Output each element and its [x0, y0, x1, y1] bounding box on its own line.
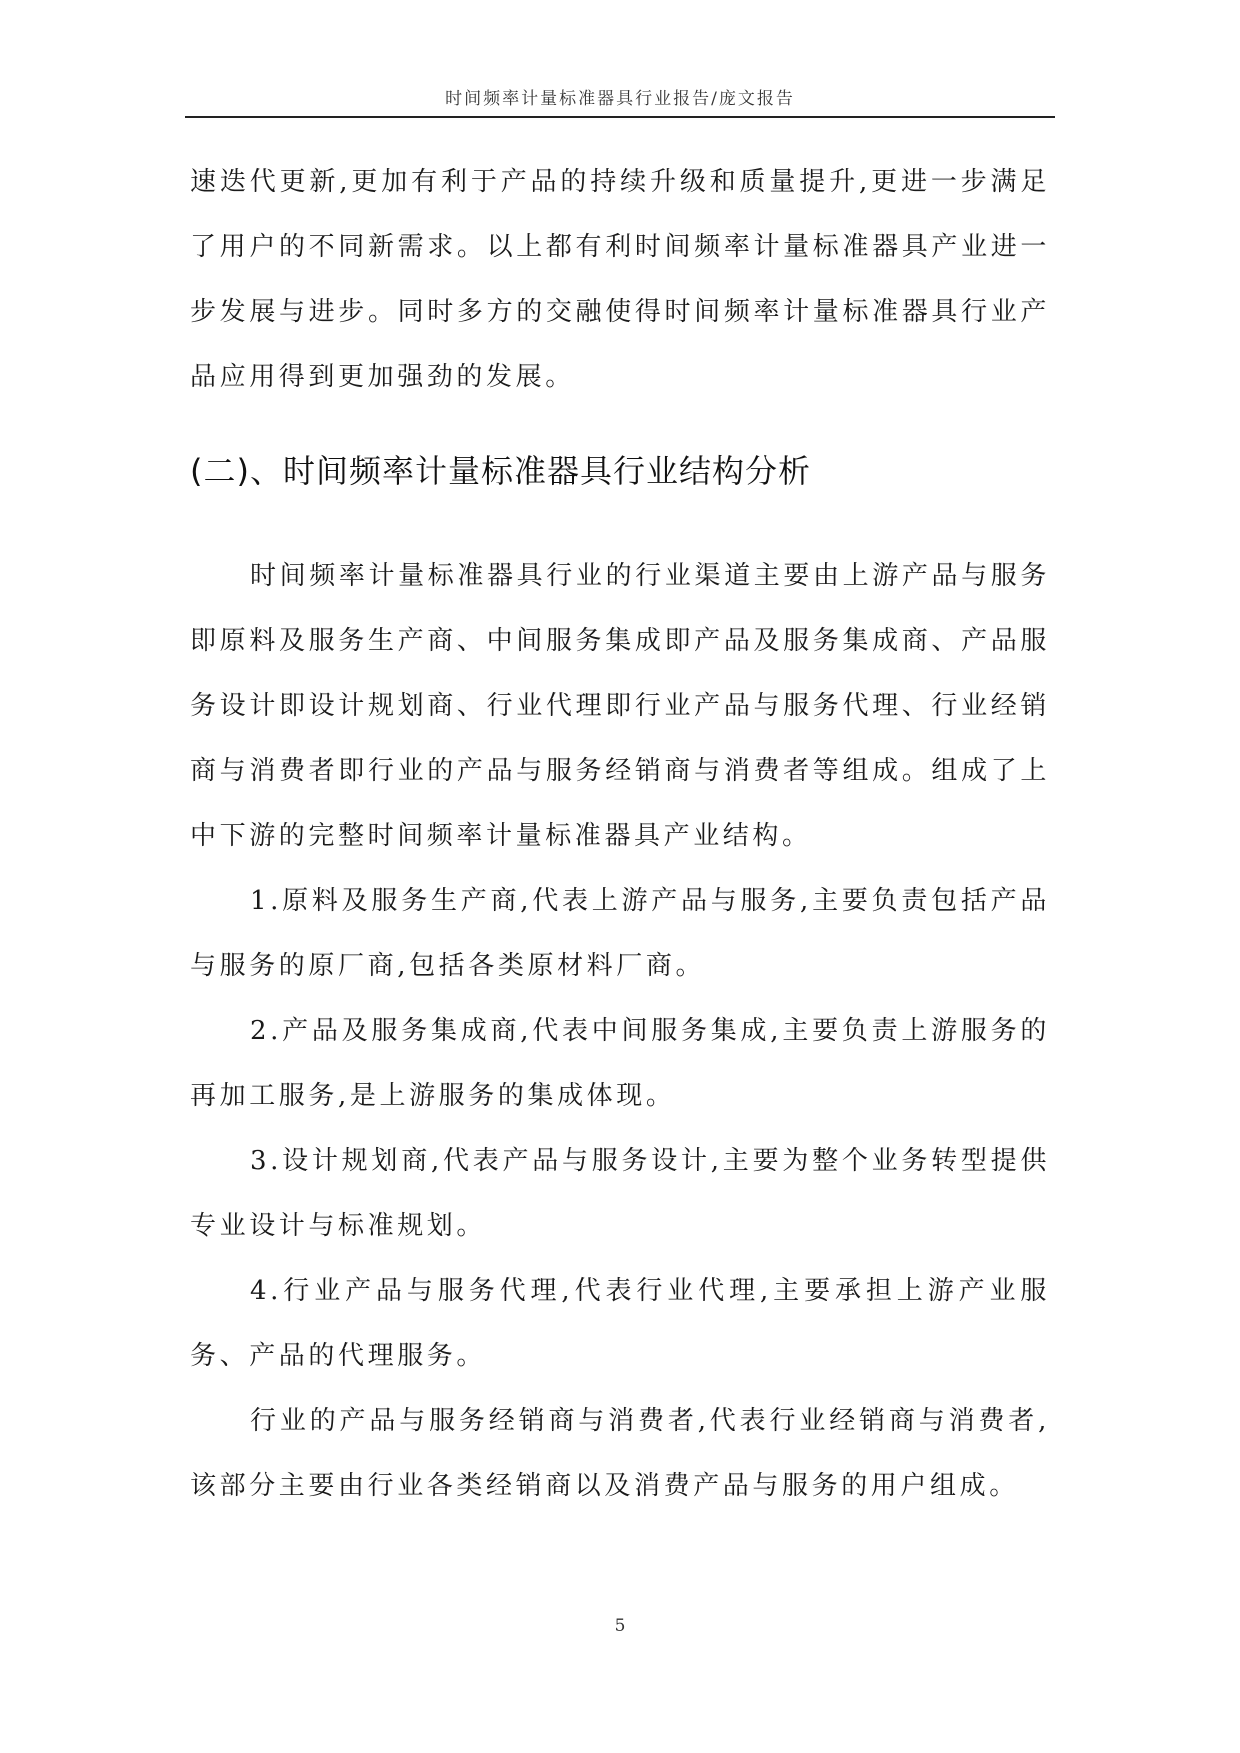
list-item-industry-agents: 4.行业产品与服务代理,代表行业代理,主要承担上游产业服务、产品的代理服务。	[190, 1276, 1050, 1371]
page-header: 时间频率计量标准器具行业报告/庞文报告	[185, 82, 1055, 118]
industry-structure-paragraph: 时间频率计量标准器具行业的行业渠道主要由上游产品与服务即原料及服务生产商、中间服务集成即产品及服务集成商、产品服务设计即设计规划商、行业代理即行业产品与服务代理、行业经销商与消费者即行业的产品与服务经销商与消费者等组成。组成了上中下游的完整时间频率计量标准器具产业结构。	[190, 561, 1050, 851]
list-item-design-planners: 3.设计规划商,代表产品与服务设计,主要为整个业务转型提供专业设计与标准规划。	[190, 1146, 1050, 1241]
page-number: 5	[614, 1616, 626, 1636]
dealers-consumers-paragraph: 行业的产品与服务经销商与消费者,代表行业经销商与消费者,该部分主要由行业各类经销商以及消费产品与服务的用户组成。	[190, 1406, 1050, 1501]
list-item-service-integrators: 2.产品及服务集成商,代表中间服务集成,主要负责上游服务的再加工服务,是上游服务的集成体现。	[190, 1016, 1050, 1111]
list-item-raw-material-producers: 1.原料及服务生产商,代表上游产品与服务,主要负责包括产品与服务的原厂商,包括各类原材料厂商。	[190, 886, 1050, 981]
section-heading: (二)、时间频率计量标准器具行业结构分析	[190, 452, 811, 490]
page-content	[190, 150, 1050, 1519]
intro-paragraph: 速迭代更新,更加有利于产品的持续升级和质量提升,更进一步满足了用户的不同新需求。以上都有利时间频率计量标准器具产业进一步发展与进步。同时多方的交融使得时间频率计量标准器具行业产品应用得到更加强劲的发展。	[190, 167, 1050, 392]
